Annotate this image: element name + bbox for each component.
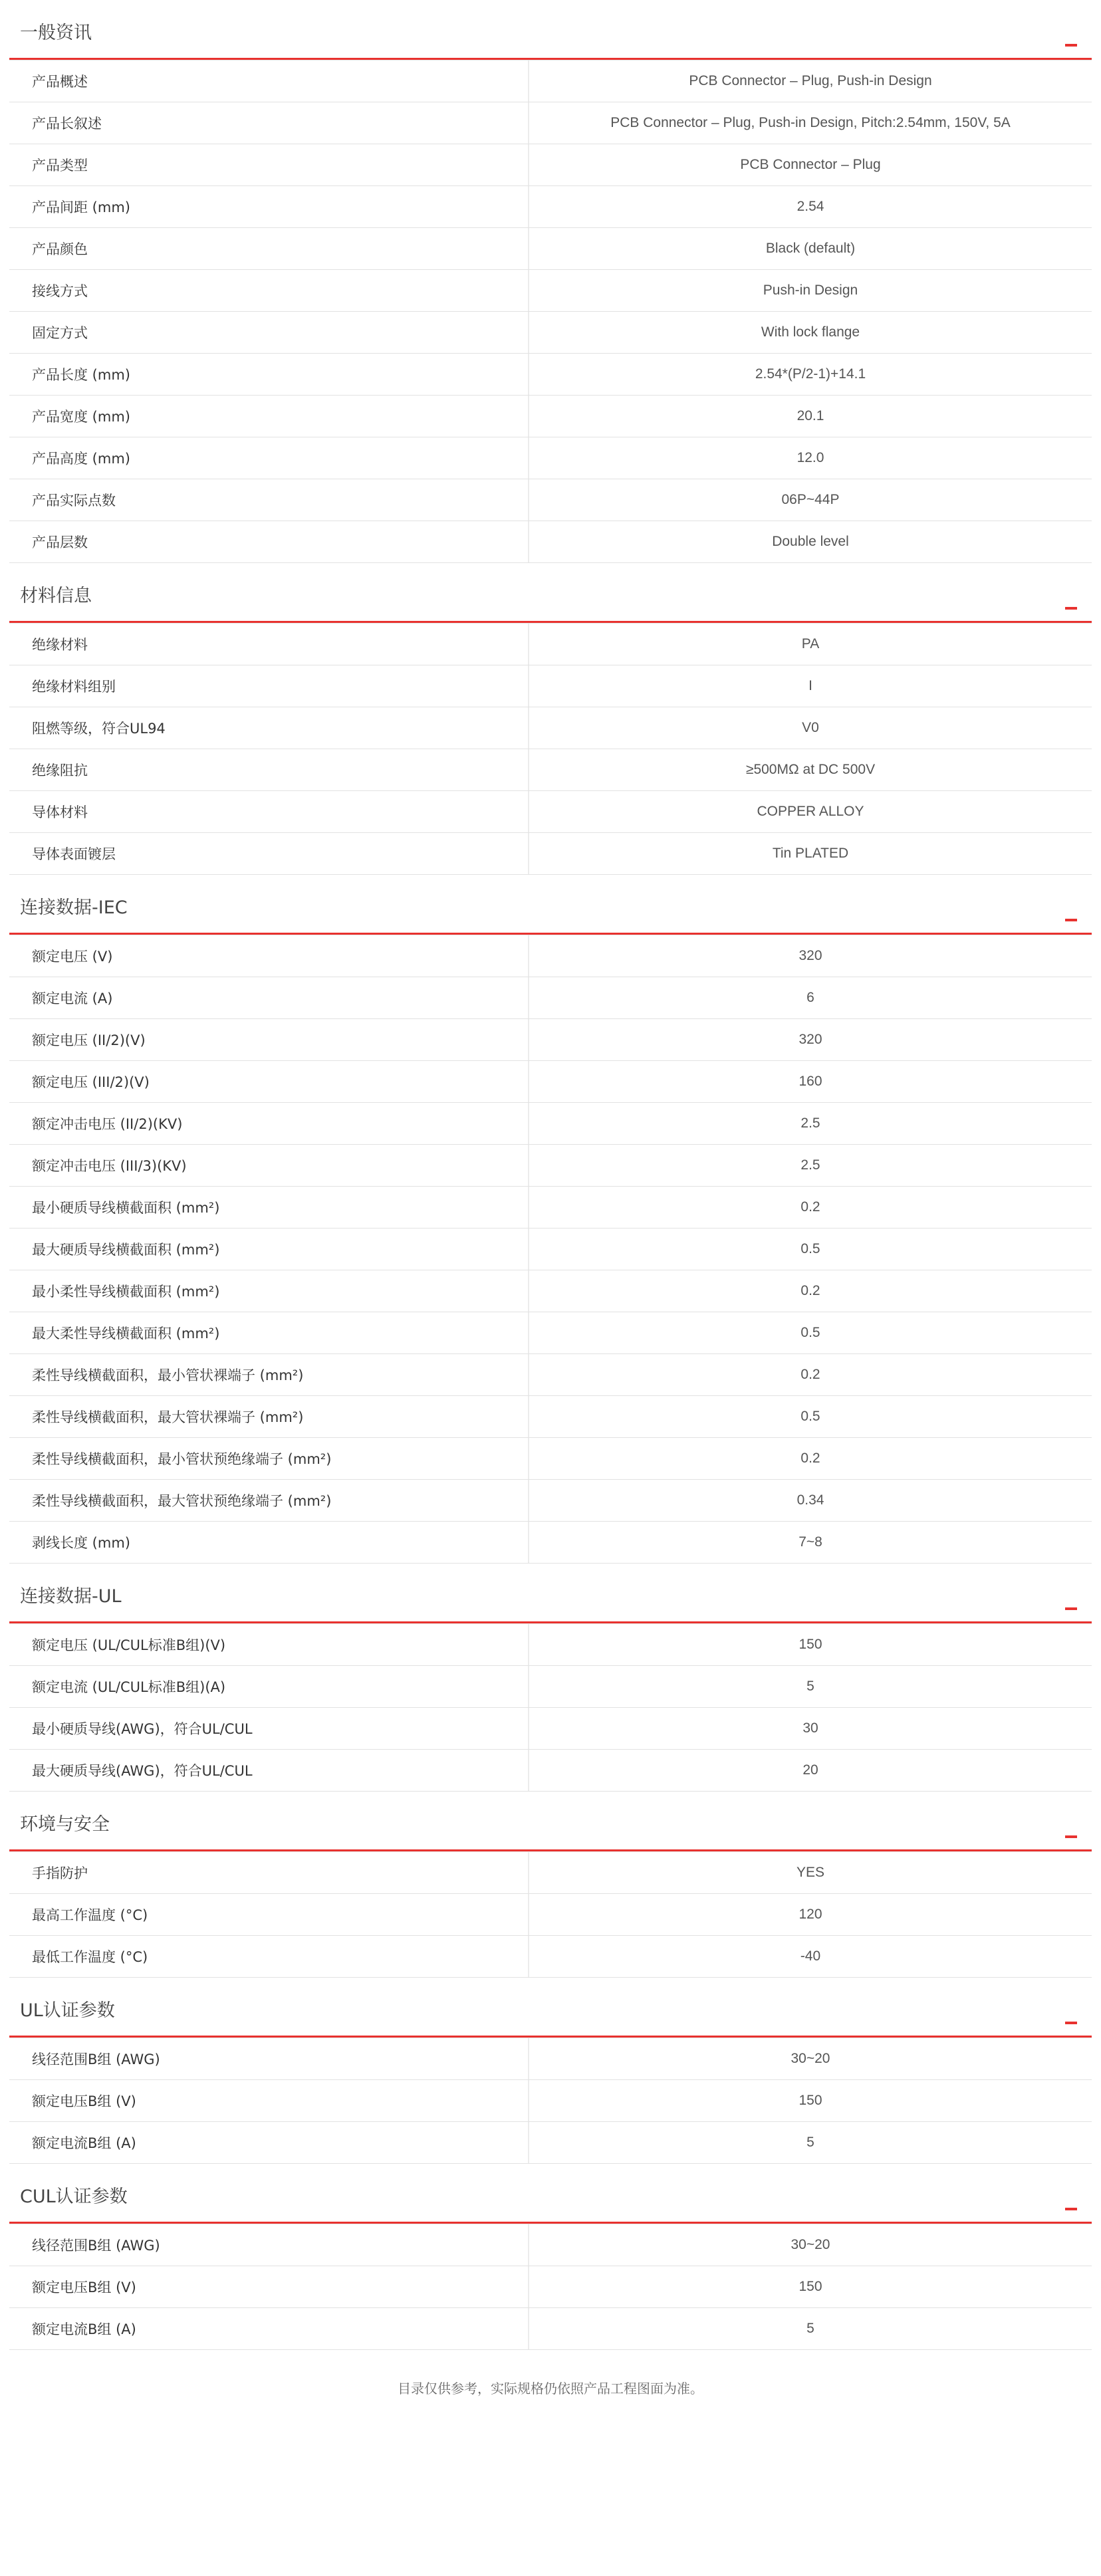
spec-row [9, 1894, 1092, 1936]
spec-value: With lock flange [761, 324, 860, 340]
spec-row [9, 1852, 1092, 1894]
collapse-icon[interactable] [1065, 1835, 1077, 1838]
spec-label: 产品类型 [9, 144, 529, 185]
spec-label: 最高工作温度 (°C) [9, 1894, 529, 1935]
spec-value: -40 [800, 1948, 821, 1964]
spec-value: 0.5 [800, 1325, 820, 1340]
section-title: 连接数据-IEC [20, 897, 128, 918]
spec-label: 最小硬质导线横截面积 (mm²) [9, 1187, 529, 1228]
spec-label: 产品高度 (mm) [9, 437, 529, 479]
spec-value: 150 [798, 2093, 822, 2108]
spec-label: 线径范围B组 (AWG) [9, 2038, 529, 2079]
spec-value: 20.1 [796, 408, 824, 423]
spec-row [9, 2266, 1092, 2308]
spec-label: 最大硬质导线(AWG)，符合UL/CUL [9, 1750, 529, 1791]
spec-label: 柔性导线横截面积，最大管状裸端子 (mm²) [9, 1396, 529, 1437]
spec-row [9, 1750, 1092, 1792]
spec-row [9, 186, 1092, 228]
spec-label: 额定冲击电压 (II/2)(KV) [9, 1103, 529, 1144]
section-header[interactable] [9, 0, 1092, 60]
section-divider [9, 1849, 1092, 1851]
spec-value: 120 [798, 1907, 822, 1922]
section-title: 材料信息 [20, 586, 92, 606]
spec-value: 7~8 [798, 1534, 822, 1550]
spec-row [9, 1480, 1092, 1522]
spec-row [9, 1666, 1092, 1708]
spec-row [9, 1438, 1092, 1480]
spec-label: 产品间距 (mm) [9, 186, 529, 227]
section-header[interactable] [9, 875, 1092, 935]
spec-value: 150 [798, 1637, 822, 1652]
section-title: CUL认证参数 [20, 2186, 128, 2207]
spec-section [0, 1792, 1101, 1978]
spec-row [9, 707, 1092, 749]
section-header[interactable] [9, 1978, 1092, 2038]
spec-value: V0 [802, 720, 819, 735]
section-divider [9, 933, 1092, 935]
section-title: 一般资讯 [20, 23, 92, 43]
spec-label: 额定电压B组 (V) [9, 2080, 529, 2121]
spec-row [9, 270, 1092, 312]
spec-row [9, 624, 1092, 665]
spec-label: 产品概述 [9, 60, 529, 102]
spec-value: Tin PLATED [772, 846, 849, 861]
spec-row [9, 1354, 1092, 1396]
spec-label: 最低工作温度 (°C) [9, 1936, 529, 1977]
spec-label: 阻燃等级，符合UL94 [9, 707, 529, 749]
collapse-icon[interactable] [1065, 607, 1077, 610]
collapse-icon[interactable] [1065, 2208, 1077, 2210]
spec-label: 导体表面镀层 [9, 833, 529, 874]
spec-row [9, 396, 1092, 437]
spec-value: 0.2 [800, 1283, 820, 1298]
spec-value: 2.5 [800, 1115, 820, 1131]
spec-value: 12.0 [796, 450, 824, 465]
spec-row [9, 1019, 1092, 1061]
spec-row [9, 1229, 1092, 1270]
spec-table [9, 935, 1092, 1564]
spec-value: 0.2 [800, 1367, 820, 1382]
spec-value: PCB Connector – Plug [740, 157, 881, 172]
spec-section [0, 1564, 1101, 1792]
spec-value: 5 [806, 2135, 814, 2150]
spec-row [9, 833, 1092, 875]
spec-value: YES [796, 1865, 825, 1880]
spec-value: 320 [798, 1032, 822, 1047]
spec-value: Push-in Design [763, 283, 858, 298]
spec-label: 接线方式 [9, 270, 529, 311]
spec-section [0, 563, 1101, 875]
spec-row [9, 2224, 1092, 2266]
spec-row [9, 1624, 1092, 1666]
spec-label: 产品层数 [9, 521, 529, 562]
spec-label: 剥线长度 (mm) [9, 1522, 529, 1563]
spec-label: 柔性导线横截面积，最大管状预绝缘端子 (mm²) [9, 1480, 529, 1521]
section-divider [9, 2036, 1092, 2038]
spec-label: 线径范围B组 (AWG) [9, 2224, 529, 2266]
collapse-icon[interactable] [1065, 1607, 1077, 1610]
spec-value: 30 [802, 1720, 818, 1736]
spec-label: 绝缘阻抗 [9, 749, 529, 790]
spec-label: 最大硬质导线横截面积 (mm²) [9, 1229, 529, 1270]
spec-value: I [808, 678, 812, 693]
spec-row [9, 2308, 1092, 2350]
spec-value: Black (default) [765, 241, 856, 256]
spec-row [9, 312, 1092, 354]
section-divider [9, 621, 1092, 623]
spec-value: 5 [806, 2321, 814, 2336]
spec-value: 20 [802, 1762, 818, 1778]
spec-label: 产品长叙述 [9, 102, 529, 144]
spec-row [9, 749, 1092, 791]
spec-label: 额定电流B组 (A) [9, 2122, 529, 2163]
spec-label: 额定电压 (II/2)(V) [9, 1019, 529, 1060]
footer-note: 目录仅供参考，实际规格仍依照产品工程图面为准。 [398, 2381, 703, 2397]
spec-value: 2.5 [800, 1157, 820, 1173]
section-header[interactable] [9, 1792, 1092, 1851]
spec-label: 柔性导线横截面积，最小管状预绝缘端子 (mm²) [9, 1438, 529, 1479]
spec-label: 产品长度 (mm) [9, 354, 529, 395]
spec-row [9, 144, 1092, 186]
spec-value: 150 [798, 2279, 822, 2294]
spec-label: 最小硬质导线(AWG)，符合UL/CUL [9, 1708, 529, 1749]
spec-value: Double level [772, 534, 849, 549]
spec-value: 160 [798, 1074, 822, 1089]
spec-value: 320 [798, 948, 822, 963]
spec-label: 额定电流 (A) [9, 977, 529, 1018]
spec-label: 额定电流 (UL/CUL标准B组)(A) [9, 1666, 529, 1707]
spec-value: 5 [806, 1679, 814, 1694]
spec-section [0, 0, 1101, 563]
spec-row [9, 102, 1092, 144]
spec-row [9, 2122, 1092, 2164]
spec-row [9, 228, 1092, 270]
collapse-icon[interactable] [1065, 2022, 1077, 2024]
spec-table [9, 1851, 1092, 1978]
spec-value: ≥500MΩ at DC 500V [745, 762, 876, 777]
section-title: UL认证参数 [20, 2000, 115, 2021]
spec-table [9, 623, 1092, 875]
spec-label: 最大柔性导线横截面积 (mm²) [9, 1312, 529, 1353]
spec-table [9, 2038, 1092, 2164]
spec-label: 产品宽度 (mm) [9, 396, 529, 437]
spec-value: COPPER ALLOY [757, 804, 864, 819]
spec-table [9, 60, 1092, 563]
spec-value: 30~20 [791, 2237, 830, 2252]
spec-row [9, 437, 1092, 479]
spec-value: 2.54 [796, 199, 824, 214]
spec-label: 额定电压B组 (V) [9, 2266, 529, 2307]
spec-section [0, 2164, 1101, 2350]
spec-value: 30~20 [791, 2051, 830, 2066]
section-header[interactable] [9, 1564, 1092, 1623]
section-title: 连接数据-UL [20, 1586, 122, 1607]
spec-section [0, 875, 1101, 1564]
spec-row [9, 1708, 1092, 1750]
spec-label: 额定电压 (V) [9, 935, 529, 977]
spec-value: 06P~44P [781, 492, 840, 507]
spec-value: PCB Connector – Plug, Push-in Design [689, 73, 932, 88]
section-divider [9, 58, 1092, 60]
section-header[interactable] [9, 2164, 1092, 2224]
spec-row [9, 791, 1092, 833]
spec-row [9, 665, 1092, 707]
spec-table [9, 2224, 1092, 2350]
spec-label: 额定电压 (III/2)(V) [9, 1061, 529, 1102]
spec-row [9, 2038, 1092, 2080]
spec-label: 固定方式 [9, 312, 529, 353]
collapse-icon[interactable] [1065, 919, 1077, 921]
spec-label: 柔性导线横截面积，最小管状裸端子 (mm²) [9, 1354, 529, 1395]
spec-label: 绝缘材料组别 [9, 665, 529, 707]
spec-label: 绝缘材料 [9, 624, 529, 665]
section-divider [9, 1621, 1092, 1623]
spec-table [9, 1623, 1092, 1792]
spec-row [9, 1145, 1092, 1187]
spec-label: 最小柔性导线横截面积 (mm²) [9, 1270, 529, 1312]
spec-value: 2.54*(P/2-1)+14.1 [755, 366, 866, 382]
spec-row [9, 1187, 1092, 1229]
spec-label: 产品颜色 [9, 228, 529, 269]
spec-row [9, 935, 1092, 977]
spec-label: 额定电流B组 (A) [9, 2308, 529, 2349]
section-header[interactable] [9, 563, 1092, 623]
spec-row [9, 1936, 1092, 1978]
spec-row [9, 1103, 1092, 1145]
spec-value: 0.2 [800, 1199, 820, 1215]
spec-value: 0.2 [800, 1451, 820, 1466]
spec-row [9, 1522, 1092, 1564]
spec-value: 6 [806, 990, 814, 1005]
section-title: 环境与安全 [20, 1814, 110, 1835]
section-divider [9, 2222, 1092, 2224]
spec-label: 产品实际点数 [9, 479, 529, 521]
spec-section [0, 1978, 1101, 2164]
spec-row [9, 479, 1092, 521]
spec-row [9, 1312, 1092, 1354]
spec-row [9, 521, 1092, 563]
spec-row [9, 2080, 1092, 2122]
spec-row [9, 1061, 1092, 1103]
spec-value: 0.34 [796, 1492, 824, 1508]
spec-label: 导体材料 [9, 791, 529, 832]
collapse-icon[interactable] [1065, 44, 1077, 47]
spec-label: 额定电压 (UL/CUL标准B组)(V) [9, 1624, 529, 1665]
spec-value: PA [801, 636, 820, 651]
spec-row [9, 1396, 1092, 1438]
spec-row [9, 1270, 1092, 1312]
spec-row [9, 60, 1092, 102]
spec-label: 手指防护 [9, 1852, 529, 1893]
spec-value: PCB Connector – Plug, Push-in Design, Pitch:2.54mm, 150V, 5A [610, 115, 1011, 130]
spec-label: 额定冲击电压 (III/3)(KV) [9, 1145, 529, 1186]
spec-row [9, 354, 1092, 396]
spec-value: 0.5 [800, 1409, 820, 1424]
spec-value: 0.5 [800, 1241, 820, 1256]
spec-row [9, 977, 1092, 1019]
